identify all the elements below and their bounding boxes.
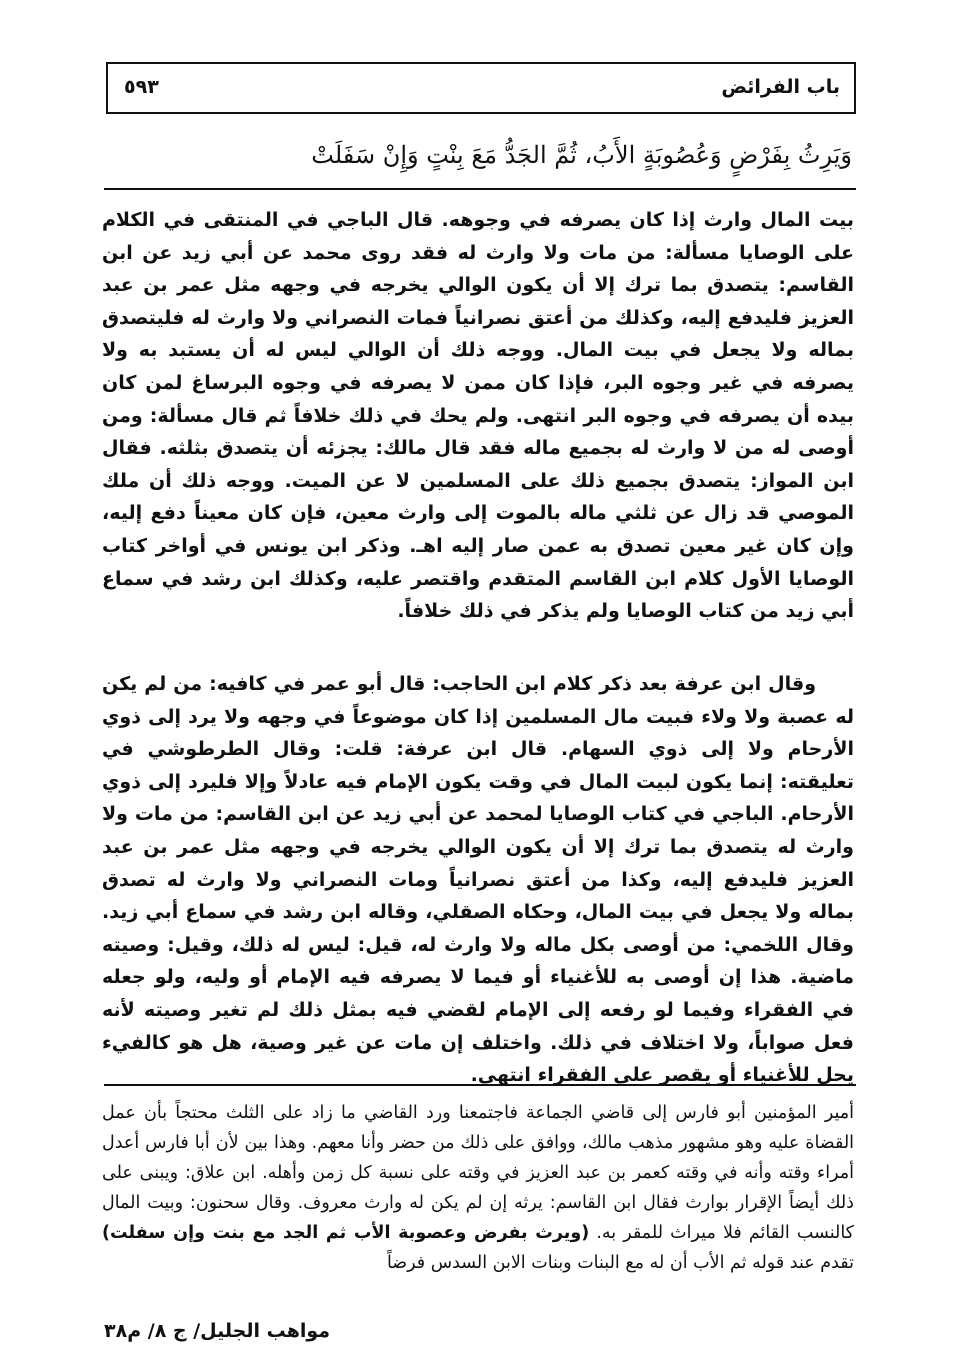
- page-number: ٥٩٣: [124, 76, 159, 98]
- footnote-divider: [104, 1084, 856, 1086]
- commentary-paragraph: [102, 668, 854, 1092]
- page-footer: مواهب الجليل/ ج ٨/ م٣٨: [104, 1320, 331, 1342]
- commentary-paragraph: [102, 204, 854, 628]
- footnote-line: وقال سحنون: وبيت المال كالنسب القائم فلا ميراث للمقر به.: [102, 1193, 854, 1243]
- text-line: إلى ذوي السهام. قال ابن عرفة: قلت: وقال الطرطوشي في تعليقته: إنما يكون لبيت المال في: [102, 738, 854, 793]
- footnote-line: علاق: ويبنى على ذلك أيضاً الإقرار بوارث فقال ابن القاسم: يرثه إن لم يكن له وارث معروف.: [102, 1163, 854, 1213]
- footnote-line: فارس أعدل أمراء وقته وأنه في وقته كعمر بن عبد العزيز في وقته على نسبة كل زمن وأهله. ابن: [102, 1133, 854, 1183]
- running-header: [106, 62, 856, 114]
- text-line: تصدق به عمن صار إليه اهـ. وذكر ابن يونس في أواخر كتاب الوصايا الأول كلام ابن القاسم: [102, 534, 854, 590]
- text-line: وقت يكون الإمام فيه عادلاً وإلا فليرد إلى ذوي الأرحام. الباجي في كتاب الوصايا لمحمد عن: [102, 770, 854, 826]
- chapter-title: باب الفرائض: [721, 76, 840, 98]
- text-line: إلا أن يكون الوالي يخرجه في وجهه مثل عمر بن عبد العزيز فليدفع إليه، وكذلك من أعتق: [102, 274, 854, 329]
- text-line: البرساغ لمن كان بيده أن يصرفه في وجوه البر انتهى. ولم يحك في ذلك خلافاً ثم قال: [102, 371, 854, 427]
- text-line: مسألة: من مات ولا وارث له فقد روى محمد عن أبي زيد عن ابن القاسم: يتصدق بما ترك: [102, 241, 854, 297]
- footnote-block: [102, 1098, 854, 1278]
- text-line: المتقدم واقتصر عليه، وكذلك ابن رشد في سماع أبي زيد من كتاب الوصايا ولم يذكر في: [102, 567, 854, 623]
- matn-text: وَيَرِثُ بِفَرْضٍ وَعُصُوبَةٍ الأَبُ، ثُمَّ الجَدُّ مَعَ بِنْتٍ وَإِنْ سَفَلَتْ: [311, 141, 852, 169]
- top-divider: [104, 188, 856, 190]
- text-line: مسألة: ومن أوصى له من لا وارث له بجميع ماله فقد قال مالك: يجزئه أن يتصدق بثلثه.: [102, 404, 854, 460]
- text-line: قد زال عن ثلثي ماله بالموت إلى وارث معين، فإن كان معيناً دفع إليه، وإن كان غير معين: [102, 502, 854, 557]
- text-line: هذا إن أوصى به للأغنياء أو فيما لا يصرفه فيه الإمام أو وليه، ولو جعله في الفقراء وفيما لو: [102, 966, 854, 1021]
- text-line: رفعه إلى الإمام لقضي فيه بمثل ذلك لم تغير وصيته لأنه فعل صواباً، ولا اختلاف في ذلك.: [102, 998, 854, 1054]
- text-line: وقال ابن عرفة بعد ذكر كلام ابن الحاجب: قال أبو عمر في كافيه: من لم يكن له: [102, 673, 854, 728]
- footnote-line: القضاة عليه وهو مشهور مذهب مالك، ووافق على ذلك من حضر وأنا معهم. وهذا بين لأن أبا: [194, 1133, 855, 1153]
- text-line: وقال اللخمي: من أوصى بكل ماله ولا وارث له، قيل: ليس له ذلك، وقيل: وصيته ماضية.: [102, 933, 854, 989]
- text-line: نصرانياً فمات النصراني ولا وارث له فليتصدق بماله ولا يجعل في بيت المال. ووجه ذلك أن: [102, 306, 854, 362]
- text-line: عصبة ولا ولاء فبيت مال المسلمين إذا كان موضوعاً في وجهه ولا يرد إلى ذوي الأرحام ولا: [102, 705, 854, 761]
- text-line: الوالي ليس له أن يستبد به ولا يصرفه في غير وجوه البر، فإذا كان ممن لا يصرفه في وجوه: [102, 339, 854, 394]
- text-line: أبي زيد عن ابن القاسم: من مات ولا وارث له يتصدق بما ترك إلا أن يكون الوالي يخرجه في: [102, 803, 854, 858]
- commentary-block-1: [102, 204, 854, 628]
- text-line: له تصدق بماله ولا يجعل في بيت المال، وحكاه الصقلي، وقاله ابن رشد في سماع أبي زيد.: [102, 868, 854, 924]
- text-line: بيت المال وارث إذا كان يصرفه في وجوهه. قال الباجي في المنتقى في الكلام على الوصايا: [102, 209, 854, 264]
- footnote-line: تقدم عند قوله ثم الأب أن له مع البنات وبنات الابن السدس فرضاً: [386, 1253, 854, 1273]
- text-line: ذلك خلافاً.: [397, 600, 494, 623]
- matn-quote: (ويرث بفرض وعصوبة الأب ثم الجد مع بنت وإن سفلت): [102, 1223, 590, 1243]
- commentary-block-2: [102, 668, 854, 1092]
- text-line: وجهه مثل عمر بن عبد العزيز فليدفع إليه، وكذا من أعتق نصرانياً ومات النصراني ولا وارث: [102, 835, 854, 891]
- text-line: واختلف إن مات عن غير وصية، هل هو كالفيء يحل للأغنياء أو يقصر على الفقراء انتهى.: [102, 1031, 854, 1087]
- footnote-line: أمير المؤمنين أبو فارس إلى قاضي الجماعة فاجتمعنا ورد القاضي ما زاد على الثلث محتجاً بأن عمل: [102, 1103, 854, 1123]
- text-line: فقال ابن المواز: يتصدق بجميع ذلك على المسلمين لا عن الميت. ووجه ذلك أن ملك الموصي: [102, 437, 854, 525]
